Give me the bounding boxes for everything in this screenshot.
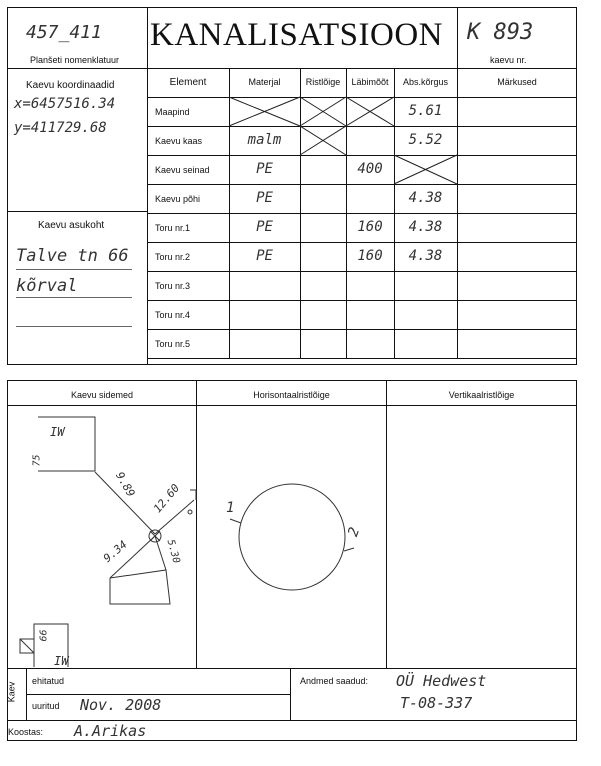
sketch-iw-bottom: IW [54,654,69,668]
sketch-dist-2: 12.60 [150,481,183,516]
table-header-material: Materjal [248,77,281,87]
location-line-1: Talve tn 66 [16,246,129,266]
table-cell-diameter: 160 [357,219,383,235]
table-cell-abs-height: 5.52 [408,132,443,148]
table-row-element: Maapind [155,107,190,117]
table-cell-abs-height: 4.38 [408,248,443,264]
table-cell-material: PE [256,190,273,206]
location-line-2: kõrval [16,276,78,296]
author-label: Koostas: [8,727,44,737]
footer-top-line [7,668,577,669]
nomenclature-value: 457_411 [26,22,102,43]
coordinates-label: Kaevu koordinaadid [26,80,115,91]
table-row-element: Toru nr.5 [155,339,191,349]
table-header-abs-height: Abs.kõrgus [402,77,449,87]
table-cell-abs-height: 4.38 [408,219,443,235]
table-cell-material: PE [256,219,273,235]
horizontal-section-header: Horisontaalristlõige [253,390,330,400]
coordinate-y: y=411729.68 [14,120,107,136]
table-row-element: Toru nr.2 [155,252,191,262]
nomenclature-label: Planšeti nomenklatuur [30,55,120,65]
sketch-dist-1: 9.89 [112,469,138,500]
table-header-element: Element [169,77,207,88]
sketch-dist-4: 5.30 [164,538,182,565]
footer-side-label: Kaev [6,681,17,703]
author-value: A.Arikas [74,722,147,740]
table-cell-material: malm [247,132,282,148]
table-cell-material: PE [256,161,273,177]
table-row-element: Toru nr.4 [155,310,191,320]
table-header-notes: Märkused [497,77,537,87]
table-cell-diameter: 400 [357,161,383,177]
pipe-2-label: 2 [345,525,364,539]
table-cell-material: PE [256,248,273,264]
sketch-dist-3: 9.34 [100,538,130,565]
pipe-1-label: 1 [226,500,235,516]
author-bottom-line [7,740,577,741]
table-row-element: Toru nr.3 [155,281,191,291]
footer-row-line [26,694,290,695]
vertical-section-header: Vertikaalristlõige [448,390,515,400]
sketch-iw-top: IW [50,425,65,439]
table-header-cross-section: Ristlõige [305,77,341,87]
well-number-value: K 893 [467,20,534,45]
data-source-number: T-08-337 [400,694,473,712]
table-row-element: Kaevu kaas [155,136,203,146]
table-row-element: Kaevu seinad [155,165,210,175]
well-number-label: kaevu nr. [490,55,527,65]
location-label: Kaevu asukoht [38,220,105,231]
data-source-label: Andmed saadud: [300,676,369,686]
surveyed-value: Nov. 2008 [80,696,162,714]
data-source-company: OÜ Hedwest [396,672,487,690]
page-title: KANALISATSIOON [150,17,443,53]
sketch-side-66: 66 [38,629,50,642]
coordinate-x: x=6457516.34 [14,96,116,112]
footer-bottom-line [7,720,577,721]
sketch-side-75: 75 [31,454,43,467]
surveyed-label: uuritud [32,701,60,711]
table-cell-abs-height: 5.61 [408,103,443,119]
table-cell-abs-height: 4.38 [408,190,443,206]
table-header-diameter: Läbimõõt [351,77,389,87]
table-cell-diameter: 160 [357,248,383,264]
table-row-element: Toru nr.1 [155,223,191,233]
table-row-element: Kaevu põhi [155,194,201,204]
footer-mid-divider [290,668,291,720]
built-label: ehitatud [32,676,65,686]
well-links-header: Kaevu sidemed [70,390,134,400]
